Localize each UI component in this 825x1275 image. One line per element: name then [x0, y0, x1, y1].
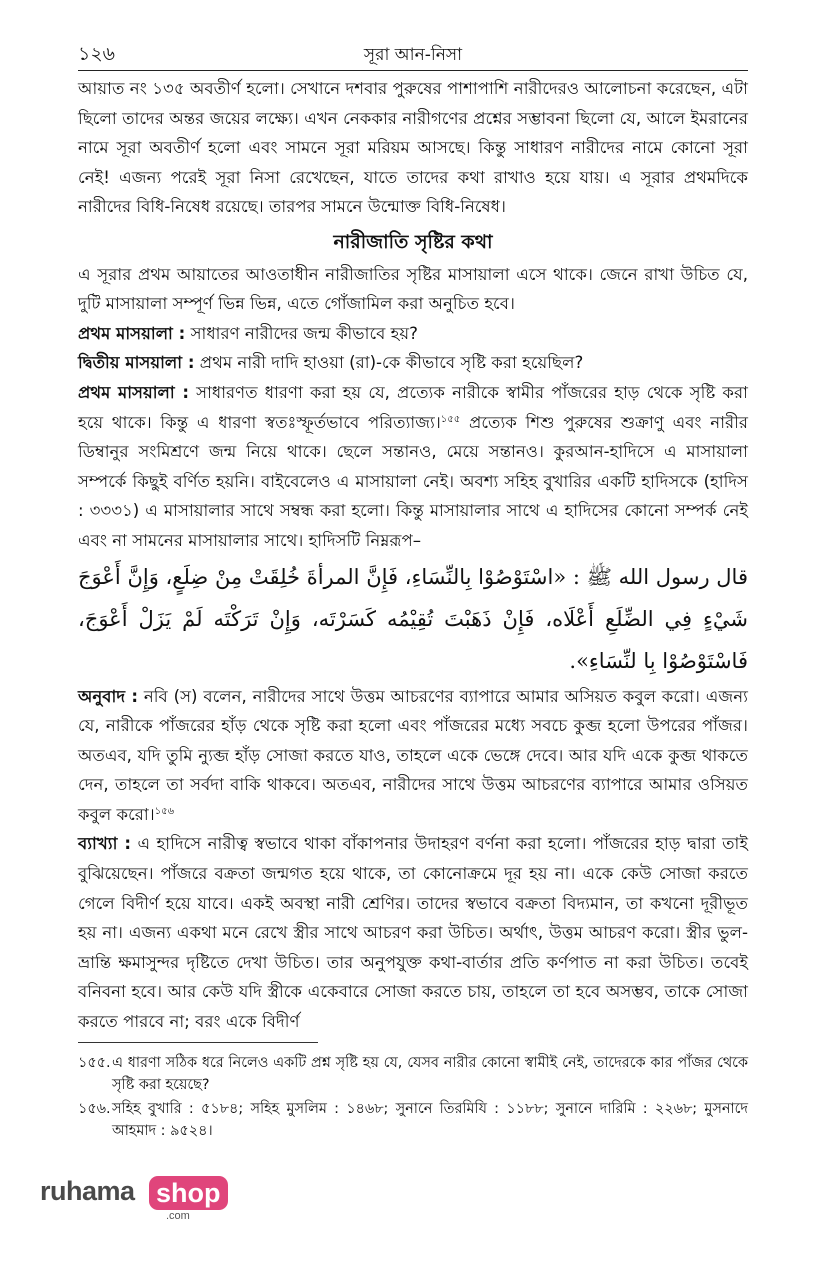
header-rule	[78, 70, 748, 71]
explanation-text: এ হাদিসে নারীত্ব স্বভাবে থাকা বাঁকাপনার উদাহরণ বর্ণনা করা হলো। পাঁজরের হাড় দ্বারা তাই বুঝিয়েছেন। পাঁজরে বক্রতা জন্মগত হয়ে থাকে, তা কোনোক্রমে দূর হয় না। একে কেউ সোজা করতে গেলে বিদীর্ণ হয়ে যাবে। একই অবস্থা নারী শ্রেণির। তাদের স্বভাবে বক্রতা বিদ্যমান, তা কখনো দূরীভূত হয় না। এজন্য একথা মনে রেখে স্ত্রীর সাথে আচরণ করা উচিত। অর্থাৎ, উত্তম আচরণ করো। স্ত্রীর ভুল-ভ্রান্তি ক্ষমাসুন্দর দৃষ্টিতে দেখা উচিত। তার অনুপযুক্ত কথা-বার্তার প্রতি কর্ণপাত না করা উচিত। তবেই বনিবনা হবে। আর কেউ যদি স্ত্রীকে একেবারে সোজা করতে চায়, তাহলে তা হবে অসম্ভব, তাকে সোজা করতে পারবে না; বরং একে বিদীর্ণ	[78, 834, 748, 1032]
footnote-rule	[78, 1042, 318, 1043]
footnote-156	[78, 1098, 748, 1142]
footnote-text: সহিহ বুখারি : ৫১৮৪; সহিহ মুসলিম : ১৪৬৮; সুনানে তিরমিযি : ১১৮৮; সুনানে দারিমি : ২২৬৮; মুসনাদে আহমাদ : ৯৫২৪।	[112, 1101, 748, 1139]
explanation-label: ব্যাখ্যা :	[78, 834, 131, 854]
para-first-verse: এ সূরার প্রথম আয়াতের আওতাধীন নারীজাতির সৃষ্টির মাসায়ালা এসে থাকে। জেনে রাখা উচিত যে, দুটি মাসায়ালা সম্পূর্ণ ভিন্ন ভিন্ন, এতে গোঁজামিল করা অনুচিত হবে।	[78, 264, 748, 314]
intro-paragraph: আয়াত নং ১৩৫ অবতীর্ণ হলো। সেখানে দশবার পুরুষের পাশাপাশি নারীদেরও আলোচনা করেছেন, এটা ছিলো তাদের অন্তর জয়ের লক্ষ্যে। এখন নেককার নারীগণের প্রশ্নের সম্ভাবনা ছিলো যে, আলে ইমরানের নামে সূরা অবতীর্ণ হলো এবং সামনে সূরা মরিয়ম আসছে। কিন্তু সাধারণ নারীদের নামে কোনো সূরা নেই! এজন্য পরেই সূরা নিসা রেখেছেন, যাতে তাদের কথা রাখাও হয়ে যায়। এ সূরার প্রথমদিকে নারীদের বিধি-নিষেধ রয়েছে। তারপর সামনে উন্মোক্ত বিধি-নিষেধ।	[78, 79, 748, 217]
logo-text-com: .com	[166, 1210, 190, 1222]
explanation	[78, 829, 748, 1036]
question-2-label: দ্বিতীয় মাসয়ালা :	[78, 353, 195, 373]
question-2	[78, 348, 748, 378]
answer-1-text-a: সাধারণত ধারণা করা হয় যে, প্রত্যেক নারীকে স্বামীর পাঁজরের হাড় থেকে সৃষ্টি করা হয়ে থাকে। কিন্তু এ ধারণা স্বতঃস্ফূর্তভাবে পরিত্যাজ্য।	[78, 382, 748, 432]
question-2-text: প্রথম নারী দাদি হাওয়া (রা)-কে কীভাবে সৃষ্টি করা হয়েছিল?	[194, 353, 584, 373]
arabic-hadith: قال رسول الله ﷺ : «اسْتَوْصُوْا بِالنِّسَاءِ، فَإِنَّ المرأةَ خُلِقَتْ مِنْ ضِلَعٍ، وَإِنَّ أَعْوَجَ شَيْءٍ فِي الضِّلَعِ أَعْلَاه، فَإِنْ ذَهَبْتَ تُقِيْمُه كَسَرْتَه، وَإِنْ تَرَكْتَه لَمْ يَزَلْ أَعْوَجَ، فَاسْتَوْصُوْا بِا لنِّسَاءِ».	[78, 564, 748, 673]
logo-text-ruhama: ruhama	[40, 1176, 135, 1206]
footnote-number: ১৫৬.	[78, 1101, 111, 1117]
footnote-ref-156: ১৫৬	[154, 805, 175, 817]
footnote-text: এ ধারণা সঠিক ধরে নিলেও একটি প্রশ্ন সৃষ্টি হয় যে, যেসব নারীর কোনো স্বামীই নেই, তাদেরকে কার পাঁজর থেকে সৃষ্টি করা হয়েছে?	[112, 1055, 748, 1093]
logo-text-shop: shop	[149, 1176, 228, 1210]
main-text	[78, 74, 748, 1037]
translation-label: অনুবাদ :	[78, 686, 139, 706]
question-1-text: সাধারণ নারীদের জন্ম কীভাবে হয়?	[185, 323, 418, 343]
running-title: সূরা আন-নিসা	[363, 45, 463, 65]
page-header	[78, 40, 748, 66]
question-1-label: প্রথম মাসয়ালা :	[78, 323, 186, 343]
footnote-number: ১৫৫.	[78, 1055, 111, 1071]
page-number: ১২৬	[78, 43, 116, 65]
answer-1-text-b: প্রত্যেক শিশু পুরুষের শুক্রাণু এবং নারীর ডিম্বানুর সংমিশ্রণে জন্ম নিয়ে থাকে। ছেলে সন্তানও, মেয়ে সন্তানও। কুরআন-হাদিসে এ মাসায়ালা সম্পর্কে কিছুই বর্ণিত হয়নি। বাইবেলেও এ মাসায়ালা নেই। অবশ্য সহিহ বুখারির একটি হাদিসকে (হাদিস : ৩৩৩১) এ মাসায়ালার সাথে সম্বন্ধ করা হলো। কিন্তু মাসায়ালার সাথে এ হাদিসের কোনো সম্পর্ক নেই এবং না সামনের মাসায়ালার সাথে। হাদিসটি নিম্নরূপ–	[78, 412, 749, 550]
footnote-ref-155: ১৫৫	[440, 413, 461, 425]
translation	[78, 682, 748, 830]
answer-1-label: প্রথম মাসয়ালা :	[78, 382, 190, 402]
question-1	[78, 319, 748, 349]
answer-1	[78, 378, 748, 556]
footnotes	[78, 1052, 748, 1144]
section-title: নারীজাতি সৃষ্টির কথা	[333, 230, 493, 253]
footnote-155	[78, 1052, 748, 1096]
translation-text: নবি (স) বলেন, নারীদের সাথে উত্তম আচরণের ব্যাপারে আমার অসিয়ত কবুল করো। এজন্য যে, নারীকে পাঁজরের হাঁড় থেকে সৃষ্টি করা হলো এবং পাঁজরের মধ্যে সবচে কুব্জ হলো উপরের পাঁজর। অতএব, যদি তুমি ন্যুব্জ হাঁড় সোজা করতে যাও, তাহলে একে ভেঙ্গে দেবে। আর যদি একে কুব্জ থাকতে দেন, তাহলে তা সর্বদা বাকি থাকবে। অতএব, নারীদের সাথে উত্তম আচরণের ব্যাপারে আমার ওসিয়ত কবুল করো।	[78, 686, 748, 824]
